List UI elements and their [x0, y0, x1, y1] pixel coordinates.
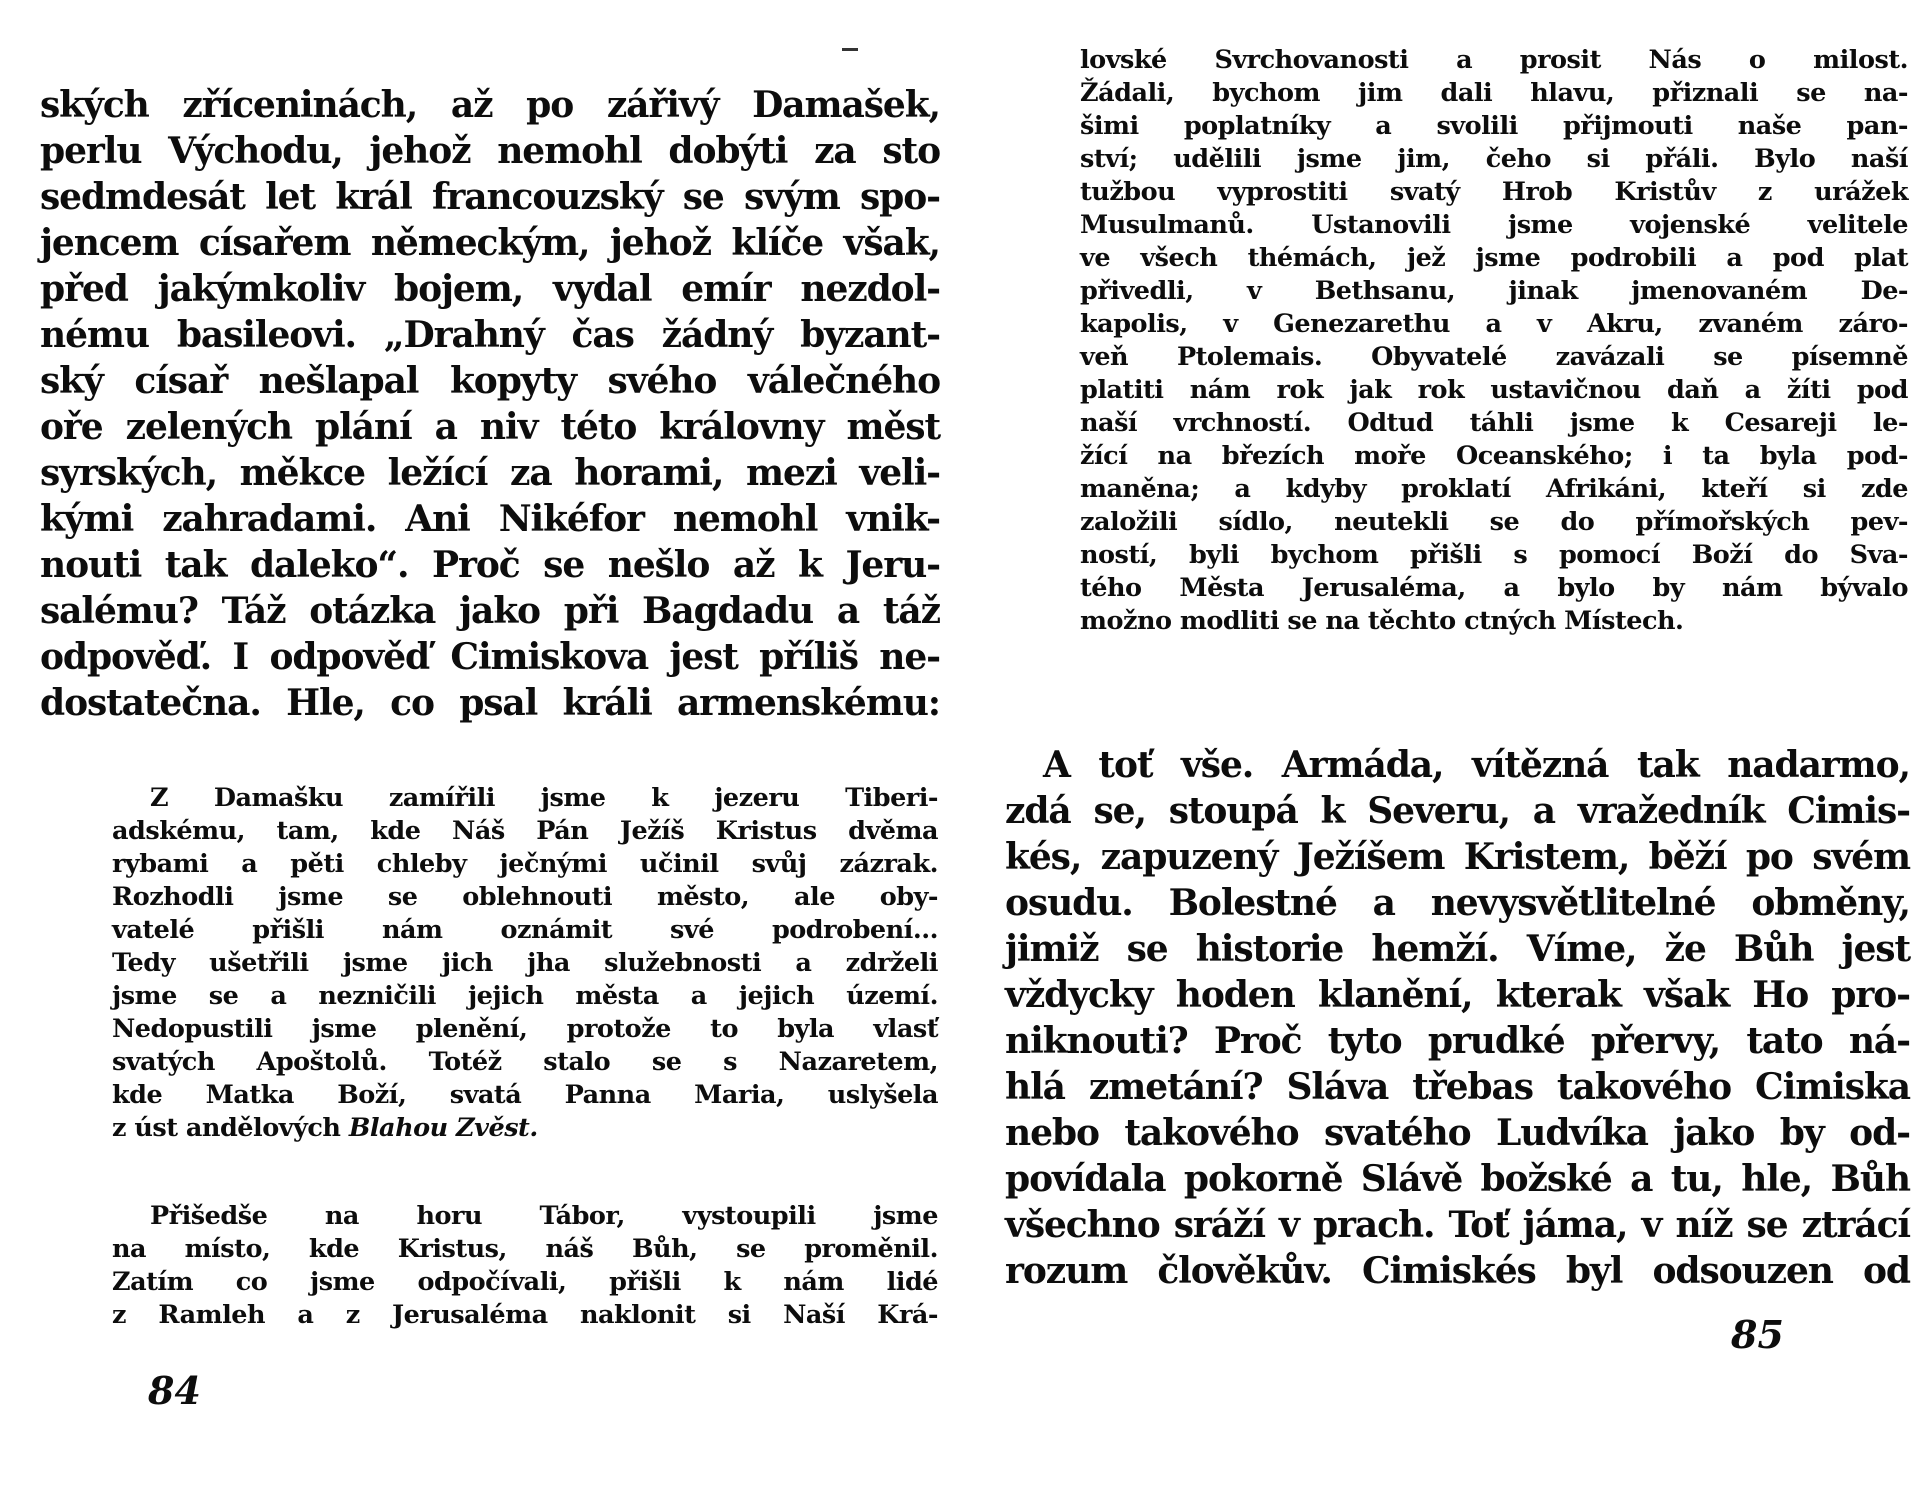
text-line: možno modliti se na těchto ctných Místech. — [1080, 606, 1684, 636]
text-line: adskému, tam, kde Náš Pán Ježíš Kristus dvěma — [112, 816, 938, 846]
text-line: šimi poplatníky a svolili přijmouti naše pan- — [1080, 111, 1908, 141]
left-page — [40, 0, 940, 1500]
text-line: založili sídlo, neutekli se do přímořských pev- — [1080, 507, 1908, 537]
text-line: ství; udělili jsme jim, čeho si přáli. Bylo naší — [1080, 144, 1908, 174]
text-line: Žádali, bychom jim dali hlavu, přiznali se na- — [1080, 78, 1908, 108]
text-line: platiti nám rok jak rok ustavičnou daň a žíti pod — [1080, 375, 1908, 405]
text-line: přivedli, v Bethsanu, jinak jmenovaném De- — [1080, 276, 1908, 306]
text-line: vatelé přišli nám oznámit své podrobení... — [112, 915, 938, 945]
text-line: na místo, kde Kristus, náš Bůh, se proměnil. — [112, 1234, 938, 1264]
text-line: kapolis, v Genezarethu a v Akru, zvaném záro- — [1080, 309, 1908, 339]
text-line: maněna; a kdyby proklatí Afrikáni, kteří si zde — [1080, 474, 1908, 504]
text-line: Zatím co jsme odpočívali, přišli k nám lidé — [112, 1267, 938, 1297]
text-line: kés, zapuzený Ježíšem Kristem, běží po svém — [1005, 836, 1910, 878]
text-line: sedmdesát let král francouzský se svým spo- — [40, 176, 940, 218]
text-line: jsme se a nezničili jejich města a jejich území. — [112, 981, 938, 1011]
text-fragment: z úst andělových — [112, 1113, 349, 1143]
text-line: žící na březích moře Oceanského; i ta byla pod- — [1080, 441, 1908, 471]
text-line: před jakýmkoliv bojem, vydal emír nezdol- — [40, 268, 940, 310]
text-line: odpověď. I odpověď Cimiskova jest příliš ne- — [40, 636, 940, 678]
text-line: jimiž se historie hemží. Víme, že Bůh jest — [1005, 928, 1910, 970]
text-line: tého Města Jerusaléma, a bylo by nám bývalo — [1080, 573, 1908, 603]
text-line: perlu Východu, jehož nemohl dobýti za sto — [40, 130, 940, 172]
right-page — [1005, 0, 1910, 1500]
printer-mark — [842, 48, 858, 51]
right-main-paragraph — [1005, 742, 1910, 1294]
text-line: nému basileovi. „Drahný čas žádný byzant- — [40, 314, 940, 356]
right-quote-block — [1080, 44, 1908, 638]
text-line: jencem císařem německým, jehož klíče však, — [40, 222, 940, 264]
text-line: A toť vše. Armáda, vítězná tak nadarmo, — [1043, 744, 1910, 786]
left-quote-second-paragraph — [112, 1200, 938, 1332]
text-line: lovské Svrchovanosti a prosit Nás o milost. — [1080, 45, 1908, 75]
text-line: Musulmanů. Ustanovili jsme vojenské velitele — [1080, 210, 1908, 240]
text-line: Nedopustili jsme plenění, protože to byla vlasť — [112, 1014, 938, 1044]
left-quote-block — [112, 782, 938, 1145]
text-line: dostatečna. Hle, co psal králi armenskému: — [40, 682, 940, 724]
page-number-left: 84 — [148, 1368, 201, 1413]
text-line: ností, byli bychom přišli s pomocí Boží do Sva- — [1080, 540, 1908, 570]
text-line: ský císař nešlapal kopyty svého válečného — [40, 360, 940, 402]
left-main-paragraph — [40, 82, 940, 726]
text-line: kde Matka Boží, svatá Panna Maria, uslyšela — [112, 1080, 938, 1110]
text-line: hlá zmetání? Sláva třebas takového Cimiska — [1005, 1066, 1910, 1108]
text-line: nouti tak daleko“. Proč se nešlo až k Jeru- — [40, 544, 940, 586]
text-line — [112, 1112, 938, 1145]
text-line: Přišedše na horu Tábor, vystoupili jsme — [150, 1201, 938, 1231]
page-number-right: 85 — [1731, 1312, 1784, 1357]
text-line: povídala pokorně Slávě božské a tu, hle, Bůh — [1005, 1158, 1910, 1200]
text-line: kými zahradami. Ani Nikéfor nemohl vnik- — [40, 498, 940, 540]
text-line: rozum člověkův. Cimiskés byl odsouzen od — [1005, 1250, 1910, 1292]
text-line: všechno sráží v prach. Toť jáma, v níž se ztrácí — [1005, 1204, 1910, 1246]
text-line: veň Ptolemais. Obyvatelé zavázali se písemně — [1080, 342, 1908, 372]
text-line: Tedy ušetřili jsme jich jha služebnosti a zdrželi — [112, 948, 938, 978]
text-line: vždycky hoden klanění, kterak však Ho pro- — [1005, 974, 1910, 1016]
text-line: osudu. Bolestné a nevysvětlitelné obměny, — [1005, 882, 1910, 924]
text-line: naší vrchností. Odtud táhli jsme k Cesareji le- — [1080, 408, 1908, 438]
text-line: nebo takového svatého Ludvíka jako by od- — [1005, 1112, 1910, 1154]
text-line: salému? Táž otázka jako při Bagdadu a táž — [40, 590, 940, 632]
text-line: svatých Apoštolů. Totéž stalo se s Nazaretem, — [112, 1047, 938, 1077]
text-line: zdá se, stoupá k Severu, a vražedník Cimis- — [1005, 790, 1910, 832]
text-line: syrských, měkce ležící za horami, mezi veli- — [40, 452, 940, 494]
text-line: Rozhodli jsme se oblehnouti město, ale oby- — [112, 882, 938, 912]
text-line: Z Damašku zamířili jsme k jezeru Tiberi- — [150, 783, 938, 813]
text-line: oře zelených plání a niv této královny měst — [40, 406, 940, 448]
text-line: rybami a pěti chleby ječnými učinil svůj zázrak. — [112, 849, 938, 879]
italic-phrase: Blahou Zvěst. — [348, 1113, 538, 1143]
text-line: tužbou vyprostiti svatý Hrob Kristův z urážek — [1080, 177, 1908, 207]
text-line: ve všech thémách, jež jsme podrobili a pod plat — [1080, 243, 1908, 273]
text-line: ských zříceninách, až po zářivý Damašek, — [40, 84, 940, 126]
text-line: niknouti? Proč tyto prudké přervy, tato ná- — [1005, 1020, 1910, 1062]
text-line: z Ramleh a z Jerusaléma naklonit si Naší Krá- — [112, 1300, 938, 1330]
